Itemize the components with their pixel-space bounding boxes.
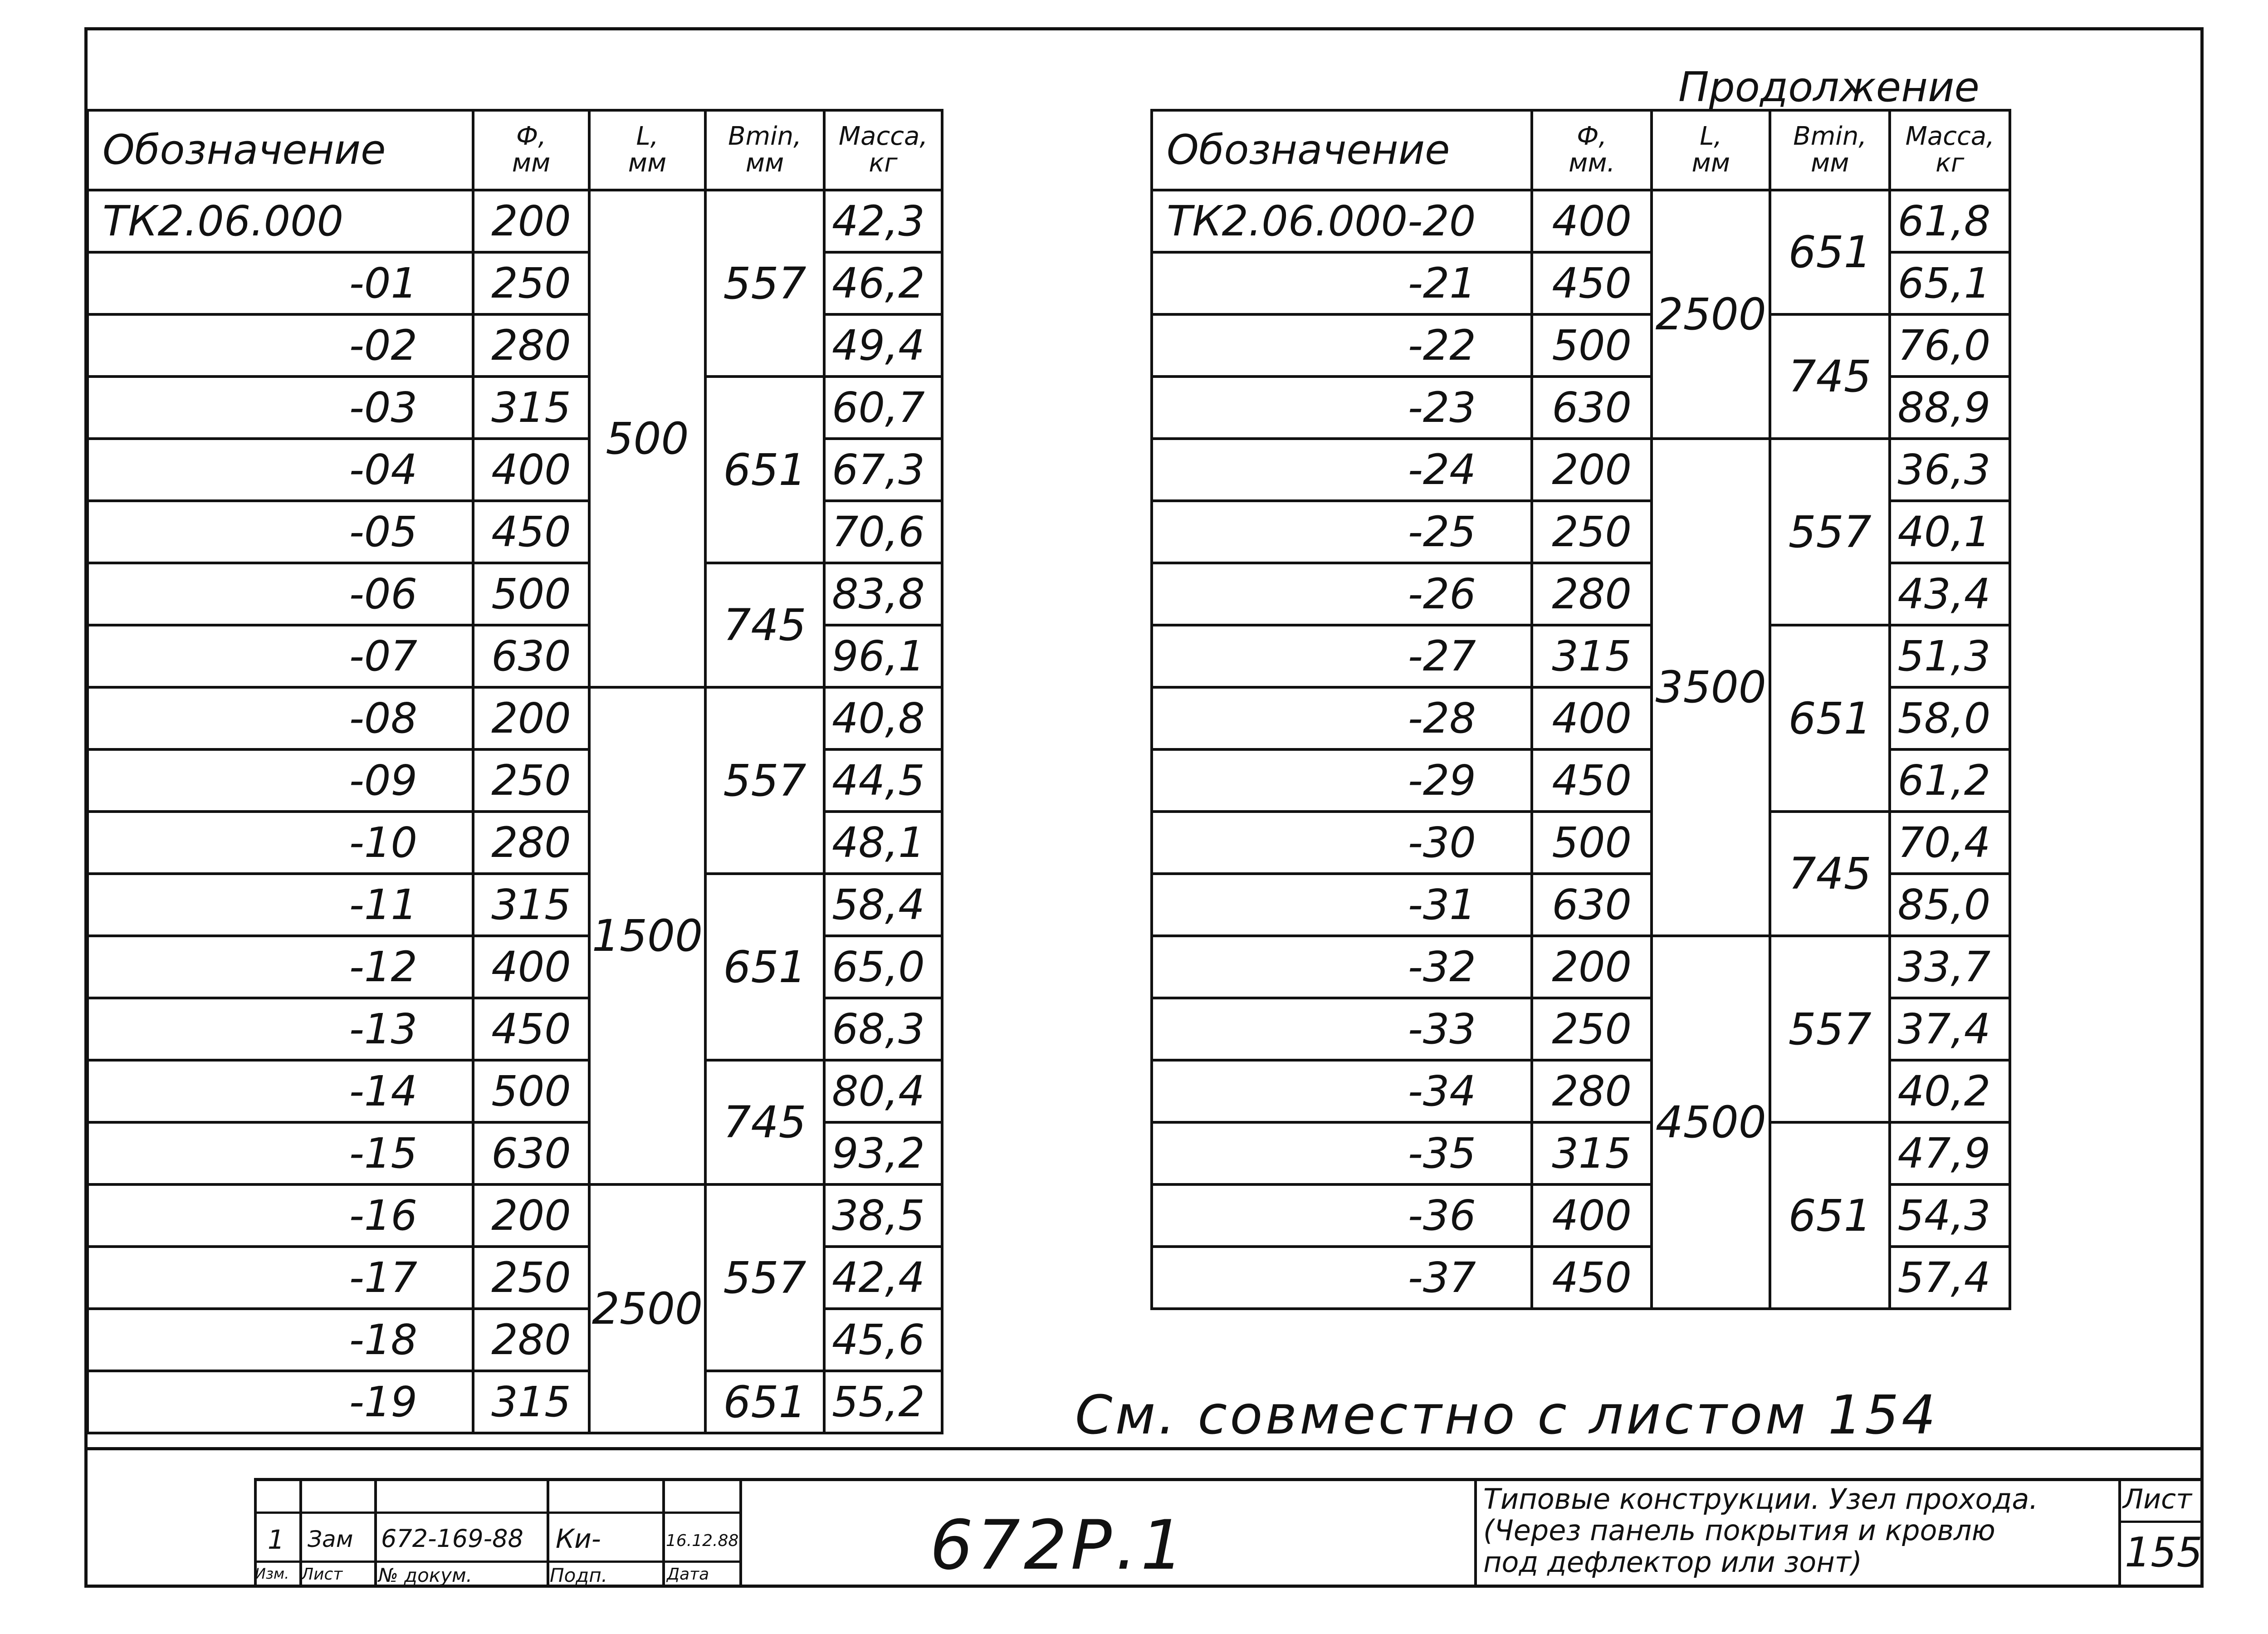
diameter-cell: 400: [1532, 190, 1652, 252]
table-header-row: [1152, 110, 2010, 190]
diameter-cell: 315: [473, 1371, 589, 1433]
designation-cell: -37: [1152, 1247, 1532, 1309]
mass-cell: 58,0: [1890, 687, 2010, 749]
bmin-cell: 745: [705, 563, 824, 687]
header-mass-unit: кг: [1936, 148, 1965, 178]
continuation-label: Продолжение: [1678, 64, 1980, 111]
designation-cell: -10: [88, 812, 473, 874]
designation-cell: -28: [1152, 687, 1532, 749]
designation-cell: -14: [88, 1060, 473, 1122]
diameter-cell: 250: [1532, 501, 1652, 563]
designation-cell: -07: [88, 625, 473, 687]
designation-cell: -13: [88, 998, 473, 1060]
bmin-cell: 557: [1770, 936, 1890, 1122]
mass-cell: 42,3: [824, 190, 942, 252]
header-mass: [824, 110, 942, 190]
mass-cell: 37,4: [1890, 998, 2010, 1060]
title-block-top-line: [84, 1447, 2204, 1450]
designation-cell: -36: [1152, 1184, 1532, 1247]
mass-cell: 61,2: [1890, 749, 2010, 812]
designation-cell: -05: [88, 501, 473, 563]
table-row: [88, 1371, 942, 1433]
diameter-cell: 315: [1532, 625, 1652, 687]
mass-cell: 40,2: [1890, 1060, 2010, 1122]
diameter-cell: 315: [473, 874, 589, 936]
designation-cell: -19: [88, 1371, 473, 1433]
designation-cell: -30: [1152, 812, 1532, 874]
designation-cell: -22: [1152, 314, 1532, 377]
rev-row-line-1: [254, 1512, 739, 1514]
diameter-cell: 450: [1532, 749, 1652, 812]
diameter-cell: 400: [473, 936, 589, 998]
header-bmin-unit: мм: [745, 148, 784, 178]
length-cell: 1500: [589, 687, 705, 1184]
table-row: [1152, 314, 2010, 377]
rev-change: Зам: [308, 1526, 353, 1552]
bmin-cell: 651: [1770, 1122, 1890, 1309]
mass-cell: 51,3: [1890, 625, 2010, 687]
diameter-cell: 280: [473, 314, 589, 377]
mass-cell: 65,0: [824, 936, 942, 998]
bmin-cell: 651: [1770, 190, 1890, 314]
designation-cell: -24: [1152, 439, 1532, 501]
designation-cell: -01: [88, 252, 473, 314]
header-bmin-label: Bmin,: [1793, 122, 1867, 152]
mass-cell: 88,9: [1890, 377, 2010, 439]
diameter-cell: 280: [473, 1309, 589, 1371]
rev-signature: Ки-: [556, 1523, 601, 1554]
rev-number: 1: [268, 1524, 284, 1555]
header-length-label: L,: [1700, 122, 1722, 152]
table-row: [1152, 812, 2010, 874]
header-bmin-label: Bmin,: [728, 122, 802, 152]
sheet-label-line: [2118, 1521, 2204, 1523]
diameter-cell: 500: [473, 563, 589, 625]
diameter-cell: 250: [473, 749, 589, 812]
designation-cell: -06: [88, 563, 473, 625]
diameter-cell: 450: [1532, 1247, 1652, 1309]
mass-cell: 57,4: [1890, 1247, 2010, 1309]
mass-cell: 65,1: [1890, 252, 2010, 314]
see-also-note: См. совместно с листом 154: [1075, 1384, 1939, 1446]
sheet-description: [1483, 1483, 2114, 1578]
designation-cell: -11: [88, 874, 473, 936]
mass-cell: 49,4: [824, 314, 942, 377]
description-line-1: Типовые конструкции. Узел прохода.: [1483, 1482, 2038, 1516]
header-diameter-unit: мм: [512, 148, 551, 178]
mass-cell: 43,4: [1890, 563, 2010, 625]
diameter-cell: 200: [473, 1184, 589, 1247]
table-row: [88, 563, 942, 625]
designation-cell: -34: [1152, 1060, 1532, 1122]
diameter-cell: 400: [1532, 687, 1652, 749]
bmin-cell: 651: [705, 377, 824, 563]
bmin-cell: 745: [1770, 314, 1890, 439]
spec-table-left-body: [88, 190, 942, 1433]
mass-cell: 33,7: [1890, 936, 2010, 998]
diameter-cell: 280: [1532, 563, 1652, 625]
spec-table-right: [1150, 109, 2011, 1310]
header-length-label: L,: [636, 122, 659, 152]
designation-cell: -25: [1152, 501, 1532, 563]
diameter-cell: 200: [473, 190, 589, 252]
header-designation: Обозначение: [1152, 110, 1532, 190]
header-bmin: [1770, 110, 1890, 190]
mass-cell: 67,3: [824, 439, 942, 501]
designation-cell: -35: [1152, 1122, 1532, 1184]
mass-cell: 38,5: [824, 1184, 942, 1247]
designation-cell: -18: [88, 1309, 473, 1371]
rev-doc-number: 672-169-88: [381, 1524, 523, 1553]
diameter-cell: 280: [1532, 1060, 1652, 1122]
label-sign: Подп.: [550, 1564, 608, 1586]
document-code: 672Р.1: [930, 1506, 1188, 1585]
diameter-cell: 250: [473, 252, 589, 314]
diameter-cell: 250: [473, 1247, 589, 1309]
header-designation: Обозначение: [88, 110, 473, 190]
mass-cell: 48,1: [824, 812, 942, 874]
designation-cell: -17: [88, 1247, 473, 1309]
designation-cell: -23: [1152, 377, 1532, 439]
diameter-cell: 200: [473, 687, 589, 749]
designation-cell: -08: [88, 687, 473, 749]
header-bmin: [705, 110, 824, 190]
header-length: [1652, 110, 1769, 190]
table-row: [1152, 625, 2010, 687]
designation-cell: ТК2.06.000-20: [1152, 190, 1532, 252]
mass-cell: 70,4: [1890, 812, 2010, 874]
header-diameter: [473, 110, 589, 190]
bmin-cell: 651: [1770, 625, 1890, 812]
table-row: [1152, 190, 2010, 252]
mass-cell: 60,7: [824, 377, 942, 439]
mass-cell: 54,3: [1890, 1184, 2010, 1247]
diameter-cell: 630: [1532, 377, 1652, 439]
header-diameter-label: Ф,: [516, 122, 546, 152]
designation-cell: -33: [1152, 998, 1532, 1060]
length-cell: 2500: [589, 1184, 705, 1433]
description-line-2: (Через панель покрытия и кровлю: [1483, 1514, 1995, 1547]
header-length-unit: мм: [1691, 148, 1730, 178]
bmin-cell: 557: [1770, 439, 1890, 625]
mass-cell: 55,2: [824, 1371, 942, 1433]
header-bmin-unit: мм: [1810, 148, 1849, 178]
diameter-cell: 450: [473, 501, 589, 563]
mass-cell: 36,3: [1890, 439, 2010, 501]
label-date: Дата: [667, 1565, 709, 1584]
header-length-unit: мм: [628, 148, 667, 178]
sheet-label: Лист: [2123, 1483, 2192, 1515]
mass-cell: 93,2: [824, 1122, 942, 1184]
designation-cell: -02: [88, 314, 473, 377]
description-line-3: под дефлектор или зонт): [1483, 1545, 1862, 1579]
designation-cell: -03: [88, 377, 473, 439]
label-doc: № докум.: [378, 1564, 473, 1586]
mass-cell: 58,4: [824, 874, 942, 936]
mass-cell: 76,0: [1890, 314, 2010, 377]
diameter-cell: 315: [1532, 1122, 1652, 1184]
mass-cell: 83,8: [824, 563, 942, 625]
table-row: [1152, 1122, 2010, 1184]
mass-cell: 47,9: [1890, 1122, 2010, 1184]
header-diameter: [1532, 110, 1652, 190]
diameter-cell: 450: [473, 998, 589, 1060]
mass-cell: 40,8: [824, 687, 942, 749]
spec-table-right-body: [1152, 190, 2010, 1309]
diameter-cell: 315: [473, 377, 589, 439]
table-row: [1152, 439, 2010, 501]
diameter-cell: 450: [1532, 252, 1652, 314]
length-cell: 3500: [1652, 439, 1769, 936]
length-cell: 500: [589, 190, 705, 687]
designation-cell: -27: [1152, 625, 1532, 687]
mass-cell: 96,1: [824, 625, 942, 687]
designation-cell: -16: [88, 1184, 473, 1247]
designation-cell: -26: [1152, 563, 1532, 625]
mass-cell: 70,6: [824, 501, 942, 563]
bmin-cell: 557: [705, 687, 824, 874]
designation-cell: -32: [1152, 936, 1532, 998]
diameter-cell: 630: [473, 625, 589, 687]
diameter-cell: 200: [1532, 936, 1652, 998]
bmin-cell: 651: [705, 874, 824, 1060]
table-row: [88, 377, 942, 439]
mass-cell: 80,4: [824, 1060, 942, 1122]
mass-cell: 46,2: [824, 252, 942, 314]
mass-cell: 42,4: [824, 1247, 942, 1309]
mass-cell: 44,5: [824, 749, 942, 812]
mass-cell: 61,8: [1890, 190, 2010, 252]
diameter-cell: 400: [473, 439, 589, 501]
mass-cell: 45,6: [824, 1309, 942, 1371]
rev-row-line-2: [254, 1561, 739, 1563]
table-row: [88, 190, 942, 252]
diameter-cell: 500: [473, 1060, 589, 1122]
header-length: [589, 110, 705, 190]
diameter-cell: 500: [1532, 314, 1652, 377]
diameter-cell: 200: [1532, 439, 1652, 501]
spec-table-left: [86, 109, 943, 1434]
diameter-cell: 280: [473, 812, 589, 874]
bmin-cell: 745: [705, 1060, 824, 1184]
table-row: [88, 1184, 942, 1247]
table-row: [88, 1060, 942, 1122]
header-diameter-label: Ф,: [1577, 122, 1607, 152]
length-cell: 2500: [1652, 190, 1769, 439]
header-mass-label: Масса,: [1905, 122, 1994, 152]
table-row: [88, 687, 942, 749]
designation-cell: -15: [88, 1122, 473, 1184]
designation-cell: -12: [88, 936, 473, 998]
label-izm: Изм.: [255, 1565, 289, 1582]
mass-cell: 85,0: [1890, 874, 2010, 936]
diameter-cell: 500: [1532, 812, 1652, 874]
table-header-row: [88, 110, 942, 190]
designation-cell: -29: [1152, 749, 1532, 812]
diameter-cell: 630: [1532, 874, 1652, 936]
mass-cell: 68,3: [824, 998, 942, 1060]
sheet-number: 155: [2125, 1529, 2203, 1576]
header-mass-unit: кг: [869, 148, 898, 178]
length-cell: 4500: [1652, 936, 1769, 1309]
diameter-cell: 400: [1532, 1184, 1652, 1247]
table-row: [88, 874, 942, 936]
designation-cell: -09: [88, 749, 473, 812]
table-row: [1152, 936, 2010, 998]
designation-cell: -31: [1152, 874, 1532, 936]
header-mass-label: Масса,: [838, 122, 928, 152]
designation-cell: -04: [88, 439, 473, 501]
bmin-cell: 557: [705, 190, 824, 377]
rev-date: 16.12.88: [666, 1531, 739, 1550]
designation-cell: ТК2.06.000: [88, 190, 473, 252]
bmin-cell: 651: [705, 1371, 824, 1433]
designation-cell: -21: [1152, 252, 1532, 314]
header-mass: [1890, 110, 2010, 190]
bmin-cell: 557: [705, 1184, 824, 1371]
bmin-cell: 745: [1770, 812, 1890, 936]
header-diameter-unit: мм.: [1569, 148, 1615, 178]
mass-cell: 40,1: [1890, 501, 2010, 563]
label-list: Лист: [301, 1565, 343, 1584]
diameter-cell: 250: [1532, 998, 1652, 1060]
diameter-cell: 630: [473, 1122, 589, 1184]
